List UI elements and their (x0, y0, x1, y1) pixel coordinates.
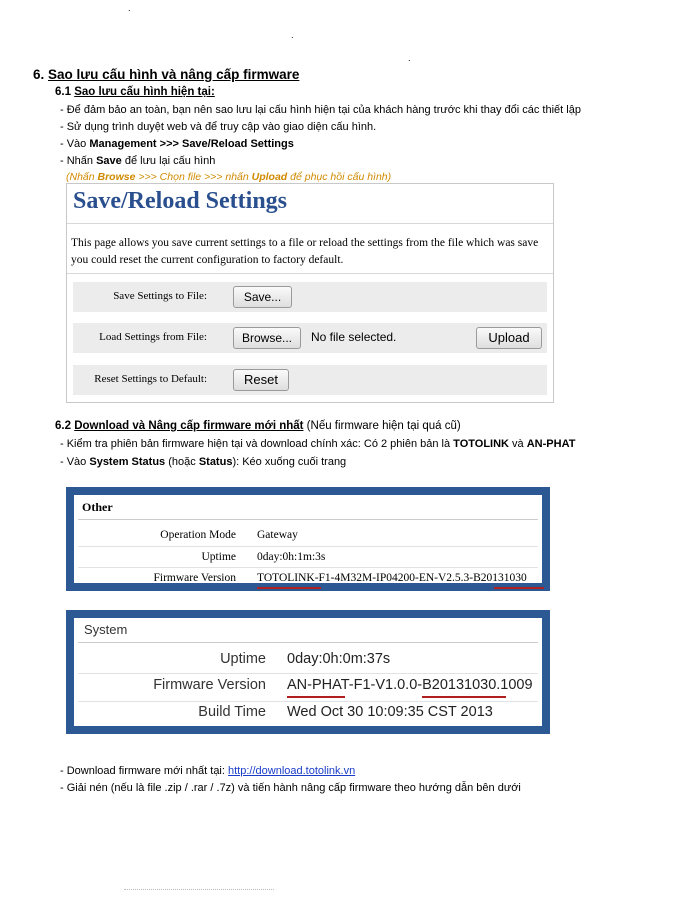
other-heading: Other (82, 500, 113, 514)
build-time-label: Build Time (198, 704, 266, 720)
uptime-value: 0day:0h:1m:3s (257, 551, 326, 563)
subsection-title: Sao lưu cấu hình hiện tại: (74, 86, 215, 98)
instruction-line (60, 138, 294, 150)
text: để phục hồi cấu hình) (287, 171, 392, 183)
uptime-value: 0day:0h:0m:37s (287, 651, 391, 667)
instruction-line (60, 456, 346, 468)
instruction-line: - Giải nén (nếu là file .zip / .rar / .7z) và tiến hành nâng cấp firmware theo hướng dẫn bên dưới (60, 782, 521, 794)
reset-settings-label: Reset Settings to Default: (94, 373, 207, 385)
text: - Vào (60, 456, 90, 468)
description-line: you could reset the current configuration to factory default. (71, 254, 344, 266)
subsection-number: 6.2 (55, 420, 71, 432)
text: - Vào (60, 138, 90, 150)
divider (67, 273, 553, 274)
save-keyword: Save (96, 155, 122, 167)
upload-keyword: Upload (251, 171, 288, 183)
totolink-keyword: TOTOLINK (453, 438, 509, 450)
operation-mode-label: Operation Mode (160, 529, 236, 541)
panel-title: Save/Reload Settings (73, 188, 288, 214)
download-link[interactable]: http://download.totolink.vn (228, 765, 356, 777)
build-time-value: Wed Oct 30 10:09:35 CST 2013 (287, 704, 493, 720)
scan-mark: . (291, 30, 294, 40)
operation-mode-value: Gateway (257, 529, 298, 541)
firmware-version-value: AN-PHAT-F1-V1.0.0-B20131030.1009 (287, 677, 533, 693)
anphat-keyword: AN-PHAT (526, 438, 576, 450)
save-settings-label: Save Settings to File: (113, 290, 207, 302)
subsection-6-1-heading (55, 86, 215, 98)
instruction-line (60, 438, 575, 450)
underline-mark (287, 696, 345, 698)
underline-mark (257, 587, 321, 589)
system-heading: System (84, 622, 128, 637)
underline-mark (422, 696, 506, 698)
firmware-version-value: TOTOLINK-F1-4M32M-IP04200-EN-V2.5.3-B20131030 (257, 572, 527, 584)
text: (hoặc (165, 456, 199, 468)
save-reload-panel (66, 183, 554, 403)
divider (78, 701, 538, 702)
uptime-label: Uptime (201, 551, 236, 563)
instruction-line: - Để đảm bảo an toàn, bạn nên sao lưu lại cấu hình hiện tại của khách hàng trước khi thay đổi các thiết lập (60, 104, 581, 116)
restore-note (66, 171, 391, 183)
text: >>> Chọn file >>> nhấn (135, 171, 252, 183)
divider (78, 519, 538, 520)
system-status-box (66, 610, 550, 734)
browse-button[interactable]: Browse... (233, 327, 301, 349)
other-status-box (66, 487, 550, 591)
instruction-line (60, 765, 355, 777)
subsection-6-2-heading (55, 420, 461, 432)
instruction-line (60, 155, 215, 167)
divider (78, 567, 538, 568)
uptime-label: Uptime (220, 651, 266, 667)
firmware-version-label: Firmware Version (153, 677, 266, 693)
load-settings-label: Load Settings from File: (99, 331, 207, 343)
upload-button[interactable]: Upload (476, 327, 542, 349)
instruction-line: - Sử dụng trình duyệt web và để truy cập vào giao diện cấu hình. (60, 121, 377, 133)
scan-mark: . (128, 3, 131, 13)
text: (Nhấn (66, 171, 98, 183)
load-settings-row (73, 323, 547, 353)
menu-path: Management >>> Save/Reload Settings (89, 138, 294, 150)
divider (78, 642, 538, 643)
system-status-keyword: System Status (89, 456, 166, 468)
save-settings-row (73, 282, 547, 312)
text: và (509, 438, 527, 450)
section-number: 6. (33, 67, 45, 82)
text: - Nhấn (60, 155, 97, 167)
divider (67, 223, 553, 224)
subsection-title: Download và Nâng cấp firmware mới nhất (74, 420, 304, 432)
footer-mark (124, 889, 274, 892)
divider (78, 673, 538, 674)
scan-mark: . (408, 53, 411, 63)
text: (Nếu firmware hiện tại quá cũ) (303, 420, 461, 432)
save-button[interactable]: Save... (233, 286, 292, 308)
section-title: Sao lưu cấu hình và nâng cấp firmware (48, 67, 300, 82)
text: - Kiểm tra phiên bản firmware hiện tại và download chính xác: Có 2 phiên bản là (60, 438, 454, 450)
subsection-number: 6.1 (55, 86, 71, 98)
text: để lưu lại cấu hình (121, 155, 216, 167)
text: - Download firmware mới nhất tại: (60, 765, 228, 777)
system-status-content (74, 618, 542, 726)
reset-settings-row (73, 365, 547, 395)
browse-keyword: Browse (97, 171, 136, 183)
underline-mark (494, 587, 544, 589)
firmware-version-label: Firmware Version (153, 572, 236, 584)
description-line: This page allows you save current settings to a file or reload the settings from the file which was save (71, 237, 539, 249)
status-keyword: Status (198, 456, 233, 468)
section-6-heading (33, 67, 299, 82)
text: ): Kéo xuống cuối trang (232, 456, 347, 468)
reset-button[interactable]: Reset (233, 369, 289, 391)
divider (78, 546, 538, 547)
panel-description (71, 235, 538, 269)
file-status: No file selected. (311, 330, 397, 344)
other-status-content (74, 495, 542, 583)
